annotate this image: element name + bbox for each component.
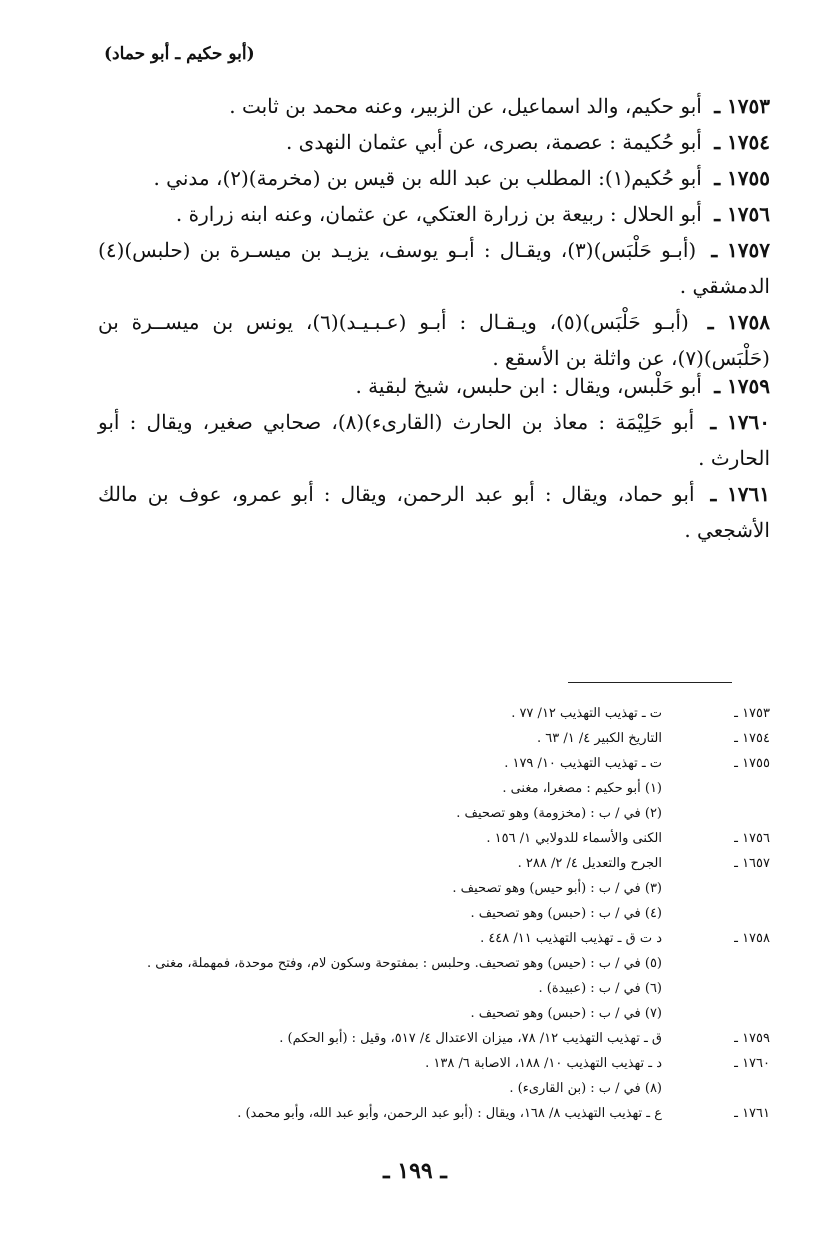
entry-1758 xyxy=(98,304,770,376)
entry-1759 xyxy=(98,368,770,404)
entry-text: أبو الحلال : ربيعة بن زرارة العتكي، عن عثمان، وعنه ابنه زرارة . xyxy=(175,202,702,226)
entry-1760 xyxy=(98,404,770,476)
entry-1755 xyxy=(98,160,770,196)
entry-number: ١٧٥٥ ـ xyxy=(714,166,770,190)
footnote-text: ت ـ تهذيب التهذيب ١٠/ ١٧٩ . xyxy=(504,756,662,771)
entry-number: ١٧٥٤ ـ xyxy=(714,130,770,154)
footnote-row xyxy=(50,777,770,801)
footnote-text: الجرح والتعديل ٤/ ٢/ ٢٨٨ . xyxy=(517,856,662,871)
footnote-text: (٤) في / ب : (حبس) وهو تصحيف . xyxy=(470,906,662,921)
footnote-row xyxy=(50,702,770,726)
footnote-text: الكنى والأسماء للدولابي ١/ ١٥٦ . xyxy=(486,831,662,846)
entry-1756 xyxy=(98,196,770,232)
footnote-row xyxy=(50,902,770,926)
footnote-row xyxy=(50,977,770,1001)
entry-1757 xyxy=(98,232,770,304)
footnote-text: ق ـ تهذيب التهذيب ١٢/ ٧٨، ميزان الاعتدال ٤/ ٥١٧، وقيل : (أبو الحكم) . xyxy=(279,1031,662,1046)
footnote-text: (٥) في / ب : (حيس) وهو تصحيف. وحلبس : بمفتوحة وسكون لام، وفتح موحدة، فمهملة، مغنى . xyxy=(146,956,662,971)
entry-number: ١٧٥٧ ـ xyxy=(711,238,770,262)
footnote-text: د ـ تهذيب التهذيب ١٠/ ١٨٨، الاصابة ٦/ ١٣٨ . xyxy=(425,1056,662,1071)
footnote-number: ١٧٦٠ ـ xyxy=(734,1056,770,1071)
entry-number: ١٧٦٠ ـ xyxy=(710,410,770,434)
footnote-row xyxy=(50,1052,770,1076)
footnote-text: ع ـ تهذيب التهذيب ٨/ ١٦٨، ويقال : (أبو عبد الرحمن، وأبو عبد الله، وأبو محمد) . xyxy=(237,1106,662,1121)
footnote-text: (٣) في / ب : (أبو حيس) وهو تصحيف . xyxy=(452,881,662,896)
footnote-number: ١٧٥٩ ـ xyxy=(734,1031,770,1046)
footnote-text: (١) أبو حكيم : مصغرا، مغنى . xyxy=(502,781,662,796)
footnote-text: (٨) في / ب : (بن القارىء) . xyxy=(509,1081,662,1096)
footnote-row xyxy=(50,1002,770,1026)
entry-number: ١٧٦١ ـ xyxy=(710,482,770,506)
footnote-number: ١٧٥٤ ـ xyxy=(734,731,770,746)
footnote-number: ١٧٥٣ ـ xyxy=(734,706,770,721)
footnote-number: ١٧٦١ ـ xyxy=(734,1106,770,1121)
footnote-rule xyxy=(568,682,732,683)
entry-1761 xyxy=(98,476,770,548)
entry-text: أبو حُكيم(١): المطلب بن عبد الله بن قيس بن (مخرمة)(٢)، مدني . xyxy=(153,166,702,190)
footnote-row xyxy=(50,1102,770,1126)
page-number: ـ ١٩٩ ـ xyxy=(383,1158,447,1184)
footnote-row xyxy=(50,852,770,876)
footnote-row xyxy=(50,1027,770,1051)
entry-number: ١٧٥٦ ـ xyxy=(714,202,770,226)
footnote-row xyxy=(50,827,770,851)
footnote-row xyxy=(50,927,770,951)
entry-text: أبو حَلْبس، ويقال : ابن حلبس، شيخ لبقية . xyxy=(355,374,702,398)
footnote-text: (٢) في / ب : (مخزومة) وهو تصحيف . xyxy=(456,806,662,821)
entry-number: ١٧٥٣ ـ xyxy=(714,94,770,118)
footnote-row xyxy=(50,802,770,826)
entry-text: (أبـو حَلْبَس)(٥)، ويـقـال : أبـو (عـبـيـد)(٦)، يونس بن ميســرة بن (حَلْبَس)(٧)، عن واثلة بن الأسقع . xyxy=(98,310,770,370)
entry-text: أبو حكيم، والد اسماعيل، عن الزبير، وعنه محمد بن ثابت . xyxy=(229,94,702,118)
footnote-text: (٧) في / ب : (حبس) وهو تصحيف . xyxy=(470,1006,662,1021)
footnote-number: ١٦٥٧ ـ xyxy=(734,856,770,871)
footnote-row xyxy=(50,952,770,976)
footnote-text: (٦) في / ب : (عبيدة) . xyxy=(538,981,662,996)
entry-text: أبو حَلِيْمَة : معاذ بن الحارث (القارىء)(٨)، صحابي صغير، ويقال : أبو الحارث . xyxy=(98,410,770,470)
footnote-number: ١٧٥٨ ـ xyxy=(734,931,770,946)
footnote-row xyxy=(50,752,770,776)
footnote-number: ١٧٥٥ ـ xyxy=(734,756,770,771)
entry-text: (أبـو حَلْبَس)(٣)، ويقـال : أبـو يوسف، يزيـد بن ميسـرة بن (حلبس)(٤) الدمشقي . xyxy=(98,238,770,298)
entry-1754 xyxy=(98,124,770,160)
footnote-number: ١٧٥٦ ـ xyxy=(734,831,770,846)
entry-1753 xyxy=(98,88,770,124)
footnote-row xyxy=(50,1077,770,1101)
entry-number: ١٧٥٩ ـ xyxy=(714,374,770,398)
entry-text: أبو حماد، ويقال : أبو عبد الرحمن، ويقال : أبو عمرو، عوف بن مالك الأشجعي . xyxy=(98,482,770,542)
footnote-row xyxy=(50,877,770,901)
running-head: (أبو حكيم ـ أبو حماد) xyxy=(104,44,255,64)
entry-text: أبو حُكيمة : عصمة، بصرى، عن أبي عثمان النهدى . xyxy=(285,130,702,154)
footnote-text: د ت ق ـ تهذيب التهذيب ١١/ ٤٤٨ . xyxy=(480,931,662,946)
footnote-row xyxy=(50,727,770,751)
footnote-text: التاريخ الكبير ٤/ ١/ ٦٣ . xyxy=(536,731,662,746)
footnote-text: ت ـ تهذيب التهذيب ١٢/ ٧٧ . xyxy=(511,706,662,721)
entry-number: ١٧٥٨ ـ xyxy=(707,310,771,334)
